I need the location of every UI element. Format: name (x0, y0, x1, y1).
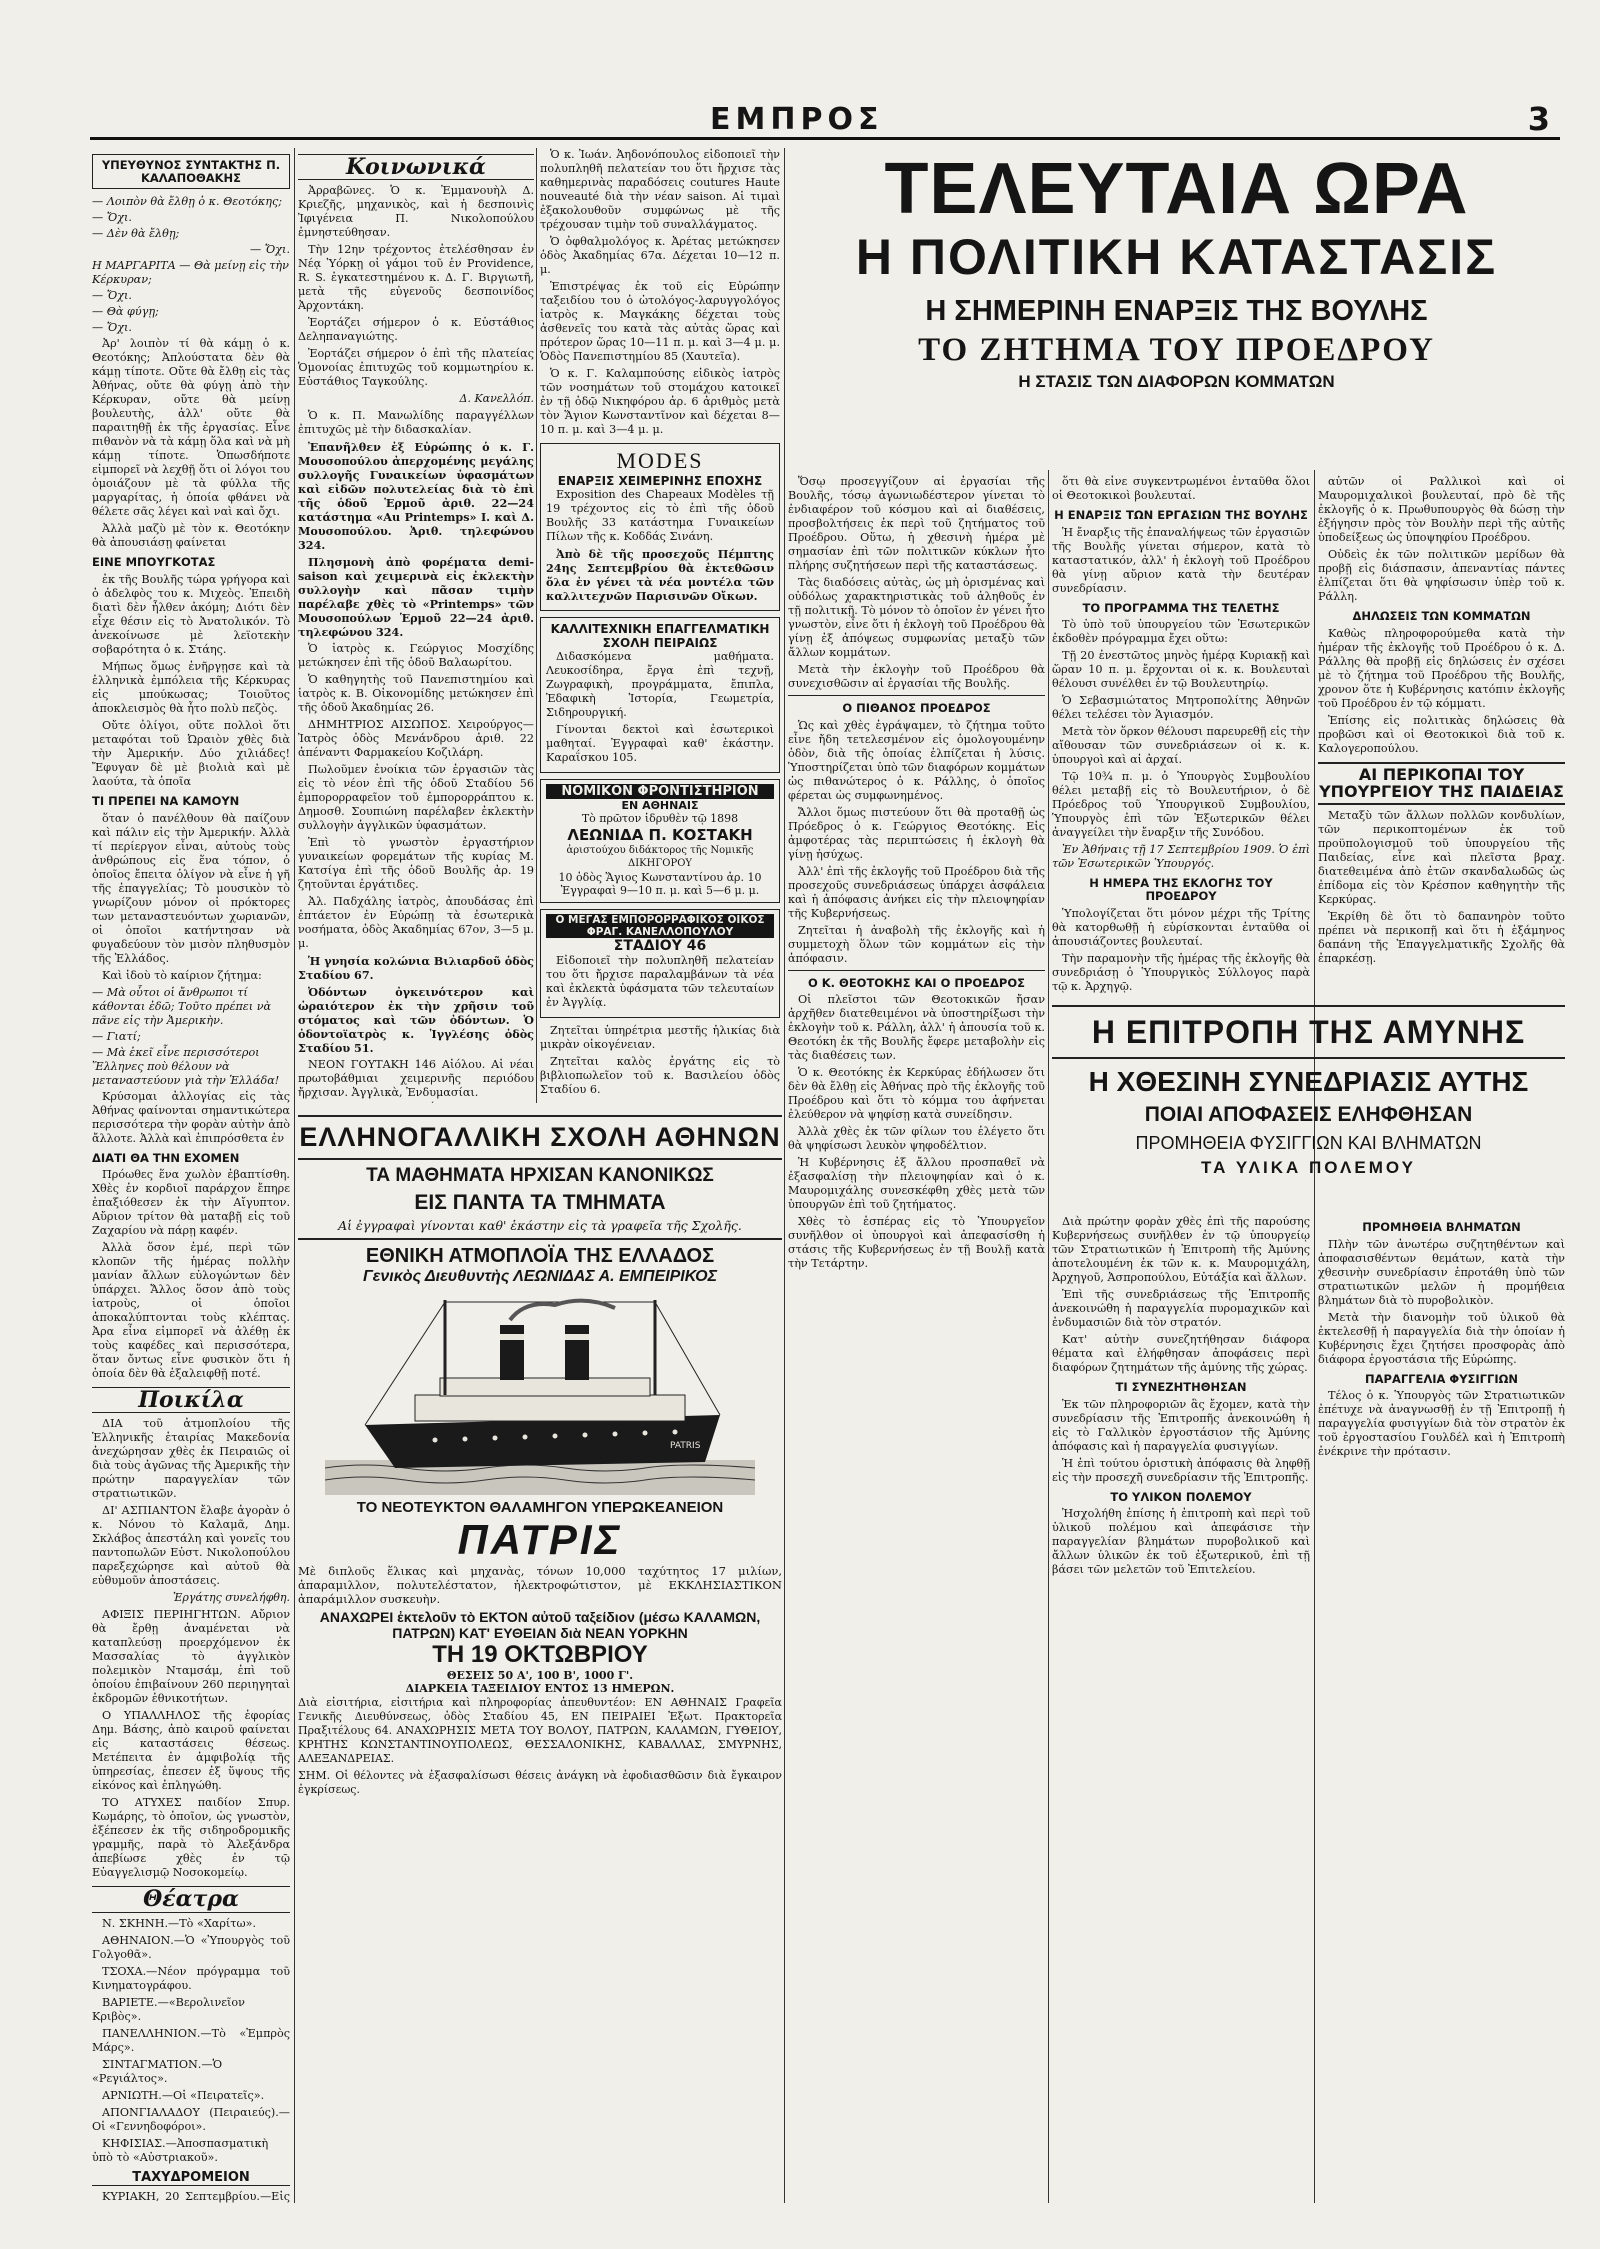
headline-decisions: ΠΟΙΑΙ ΑΠΟΦΑΣΕΙΣ ΕΛΗΦΘΗΣΑΝ (1144, 1103, 1473, 1126)
social-item: Τὴν 12ην τρέχοντος ἐτελέσθησαν ἐν Νέᾳ Ὑόρκῃ οἱ γάμοι τοῦ ἐν Providence, R. S. ἐγκατεστημένου κ. Δ. Γ. Βιργιωτῆ, μετὰ τῆς εὐγενοῦς δεσποινίδος Ἀρχοντάκη. (298, 243, 534, 313)
notice-item: Ὁ κ. Γ. Καλαμπούσης εἰδικὸς ἰατρὸς τῶν νοσημάτων τοῦ στομάχου κατοικεῖ ἐν τῇ ὁδῷ Νικηφόρου ἀρ. 6 ἀριθμὸς μετὰ τὸν Ἅγιον Κωνσταντῖνον καὶ δέχεται 8—10 π. μ. καὶ 3—4 μ. μ. (540, 367, 780, 436)
article-paragraph: Ἐν Ἀθήναις τῇ 17 Σεπτεμβρίου 1909. Ὁ ἐπὶ τῶν Ἐσωτερικῶν Ὑπουργός. (1052, 843, 1310, 871)
column-rule (536, 148, 537, 1103)
ad-text: Ἀπὸ δὲ τῆς προσεχοῦς Πέμπτης 24ης Σεπτεμβρίου θὰ ἐκτεθῶσιν ὅλα ἐν γένει τὰ νέα μοντέλα τῶν καλλιτεχνῶν Παρισινῶν Οἴκων. (546, 547, 774, 603)
theatre-listing: ΑΘΗΝΑΙΟΝ.—Ὁ «Ὑπουργὸς τοῦ Γολγοθᾶ». (92, 1933, 290, 1961)
ship-name: ΠΑΤΡΙΣ (457, 1515, 623, 1563)
article-paragraph: Ἀρ' λοιπὸν τί θὰ κάμῃ ὁ κ. Θεοτόκης; Ἀπλούστατα δὲν θὰ κάμῃ τίποτε. Οὔτε θὰ ἔλθῃ εἰς τὰς Ἀθήνας, οὔτε θὰ φύγῃ ἀπὸ τὴν Κέρκυραν, οὔτε θὰ μείνῃ βουλευτὴς, ἀλλ' οὔτε θὰ παραιτηθῇ ἐκ τῆς ἐργασίας. Εἶνε πιθανὸν νὰ τὰ κάμῃ ὅλα καὶ νὰ μὴ κάμῃ τίποτε. Ὁπωσδήποτε εἰμπορεῖ νὰ λεχθῇ ὅτι οἱ λόγοι του ὁμοιάζουν μὲ τὰ φύλλα τῆς μαργαρίτας, ἡ ὁποία φθάνει νὰ θέλετε σᾶς λέγει καὶ ναὶ καὶ ὄχι. (92, 337, 290, 519)
shipping-company: ΕΘΝΙΚΗ ΑΤΜΟΠΛΟΪΑ ΤΗΣ ΕΛΛΑΔΟΣ (365, 1244, 715, 1267)
news-signoff: Ἐργάτης συνελήφθη. (173, 1591, 290, 1605)
theatre-listing: ΒΑΡΙΕΤΕ.—«Βερολινεῖον Κριβὸς». (92, 1995, 245, 2023)
column-4 (788, 475, 1045, 2203)
article-paragraph: Ὑπολογίζεται ὅτι μόνον μέχρι τῆς Τρίτης θὰ κατορθωθῇ ἡ εὑρίσκονται ἐνταῦθα οἱ ἀπουσιάζοντες βουλευταί. (1052, 906, 1310, 948)
dialogue-line: — Ὄχι. (250, 243, 290, 257)
article-paragraph: Ὡς καὶ χθὲς ἐγράψαμεν, τὸ ζήτημα τοῦτο εἶνε ἤδη τετελεσμένον εἰς ὁμολογουμένην ὁδὸν, διὰ τῆς ὁποίας ἐλπίζεται ἡ λύσις. Ὑποστηρίζεται ὑπὸ τῶν διαφόρων κομμάτων ὡς πιθανώτερος ὁ κ. Ράλλης, ὁ ὁποῖος φέρεται ὡς συμφωνημένος. (788, 718, 1045, 802)
ad-text: ἀριστούχου διδάκτορος τῆς Νομικῆς ΔΙΚΗΓΟΡΟΥ (566, 844, 754, 869)
article-paragraph: Ἐκ τῶν πληροφοριῶν ἃς ἔχομεν, κατὰ τὴν συνεδρίασιν τῆς Ἐπιτροπῆς ἀνεκοινώθη ἡ εἰς τὸ Γαλλικὸν ἐργοστάσιον τῆς Ἀμύνης ἀπόφασις καὶ ἡ παραγγελία φυσιγγίων. (1052, 1397, 1310, 1453)
notice-item: Ζητεῖται καλὸς ἐργάτης εἰς τὸ βιβλιοπωλεῖον τοῦ κ. Βασιλείου ὁδὸς Σταδίου 6. (540, 1054, 780, 1096)
news-item: ΤΟ ΑΤΥΧΕΣ παιδίον Σπυρ. Κωμάρης, τὸ ὁποῖον, ὡς γνωστὸν, ἐξέπεσεν ἐκ τῆς σιδηροδρομικῆς γραμμῆς, παρὰ τὸ Ἀλεξάνδρα ἀπεβίωσε χθὲς ἐν τῷ Εὐαγγελισμῷ Νοσοκομείῳ. (92, 1796, 290, 1880)
ad-title: ΝΟΜΙΚΟΝ ΦΡΟΝΤΙΣΤΗΡΙΟΝ (546, 784, 774, 799)
divider (298, 1238, 782, 1240)
newspaper-name: ΕΜΠΡΟΣ (710, 102, 884, 137)
article-paragraph: ὅτι θὰ εἶνε συγκεντρωμένοι ἐνταῦθα ὅλοι οἱ Θεοτοκικοὶ βουλευταί. (1052, 475, 1310, 502)
divider (298, 1115, 782, 1117)
article-paragraph: Διὰ πρώτην φορὰν χθὲς ἐπὶ τῆς παρούσης Κυβερνήσεως συνῆλθεν ἐν τῷ ὑπουργείῳ τῶν Στρατιωτικῶν ἡ Ἐπιτροπὴ τῆς Ἀμύνης ἀποτελουμένη ἐκ τῶν κ. κ. Μαυρομιχάλη, Ἀρχηγοῦ, Ἀσπροπούλου, Εὐτάξία καὶ ἄλλων. (1052, 1215, 1310, 1284)
article-paragraph: Τέλος ὁ κ. Ὑπουργὸς τῶν Στρατιωτικῶν ἐπέτυχε νὰ ἀναγνωσθῇ ἐν τῇ Ἐπιτροπῇ ἡ παραγγελία φυσιγγίων διὰ τὸν στρατὸν ἐκ τοῦ ἐργοστασίου Γουλδέλ καὶ ἡ Ἐπιτροπὴ ἐνέκρινε τὴν πρότασιν. (1318, 1389, 1565, 1459)
social-item: ΔΗΜΗΤΡΙΟΣ ΑΙΣΩΠΟΣ. Χειρούργος—Ἰατρὸς ὁδὸς Μενάνδρου ἀριθ. 22 ἀπέναντι Φαρμακείου Κοζιλάρη. (298, 718, 534, 760)
divider (1052, 1005, 1565, 1007)
ad-school-and-ship (298, 1110, 782, 2210)
ship-line: ΤΟ ΝΕΟΤΕΥΚΤΟΝ ΘΑΛΑΜΗΓΟΝ ΥΠΕΡΩΚΕΑΝΕΙΟΝ (356, 1498, 724, 1516)
ad-legal-school (540, 779, 780, 903)
article-paragraph: Τὸ ὑπὸ τοῦ ὑπουργείου τῶν Ἐσωτερικῶν ἐκδοθὲν πρόγραμμα ἔχει οὕτω: (1052, 618, 1310, 646)
social-item: Ὁ κ. Π. Μανωλίδης παραγγέλλων ἐπιτυχῶς μὲ τὴν διδασκαλίαν. (298, 409, 534, 437)
headline-president-question: ΤΟ ΖΗΤΗΜΑ ΤΟΥ ΠΡΟΕΔΡΟΥ (918, 332, 1435, 368)
article-paragraph: Οἱ πλεῖστοι τῶν Θεοτοκικῶν ἤσαν ἀρχῆθεν διατεθειμένοι νὰ ὑποστηρίξωσι τὴν ἐκλογὴν τοῦ κ. Ράλλη, ἀλλ' ἡ ἀπουσία τοῦ κ. Θεοτόκη ἐκ τῆς Βουλῆς ἔφερε μεταβολὴν εἰς τὰς διαθέσεις των. (788, 993, 1045, 1063)
school-text: Αἱ ἐγγραφαὶ γίνονται καθ' ἑκάστην εἰς τὰ γραφεῖα τῆς Σχολῆς. (338, 1218, 742, 1233)
article-paragraph: Ἐκρίθη δὲ ὅτι τὸ δαπανηρὸν τοῦτο πρέπει νὰ περικοπῇ καὶ ὅτι ἡ ἑξάμηνος δαπάνη τῆς Ἐπαγγελματικῆς Σχολῆς θὰ ἐπαρκέσῃ. (1318, 909, 1565, 965)
headline-parliament-opening: Η ΣΗΜΕΡΙΝΗ ΕΝΑΡΞΙΣ ΤΗΣ ΒΟΥΛΗΣ (925, 295, 1428, 327)
social-item: ΝΕΟΝ ΓΟΥΤΑΚΗ 146 Αἰόλου. Αἱ νέαι πρωτοβάθμιαι χειμερινῆς περιόδου ἤρχισαν. Ἀγγλικὰ, Ἐνδυμασίαι. (298, 1058, 534, 1100)
article-paragraph: ὅταν ὁ πανέλθουν θὰ παίζουν καὶ πάλιν εἰς τὴν Ἀμερικήν. Ἀλλὰ τί περίεργον εἶναι, αὐτοὺς τοὺς ἀνθρώπους εἰς ἕνα τόπον, ὁ ὁποῖος ἔπειτα ὁλίγον νὰ εἶνε ἡ γῆ τῆς ἐπαγγελίας; Τὸ μουσικὸν τὸ γνωρίζουν μόνον οἱ πρόκτορες των μεταναστευόντων χωριανῶν, οἱ ὁποῖοι κατήντησαν νὰ φυγαδεύουν τὸν μισὸν πληθυσμὸν τῆς Ἑλλάδος. (92, 811, 290, 965)
ship-route: ΑΝΑΧΩΡΕΙ ἐκτελοῦν τὸ ΕΚΤΟΝ αὐτοῦ ταξείδιον (μέσω ΚΑΛΑΜΩΝ, ΠΑΤΡΩΝ) ΚΑΤ' ΕΥΘΕΙΑΝ διὰ ΝΕΑΝ ΥΟΡΚΗΝ (319, 1608, 761, 1641)
ad-address: ΣΤΑΔΙΟΥ 46 (613, 937, 707, 954)
article-paragraph: Μεταξὺ τῶν ἄλλων πολλῶν κονδυλίων, τῶν περικοπτομένων ἐκ τοῦ προϋπολογισμοῦ τοῦ ὑπουργείου τῆς Παιδείας, εἶνε καὶ πλεῖστα βραχ. διατεθειμένα ἀπὸ ἐτῶν σκανδαλωδῶς ὡς ἐπίδομα εἰς τὸν Κρέσπον καθηγητὴν τῆς Κερκύρας. (1318, 808, 1565, 906)
dialogue-line: — Μὰ οὗτοι οἱ ἄνθρωποι τί κάθονται ἐδῶ; Τοῦτο πρέπει νὰ πᾶνε εἰς τὴν Ἀμερικὴν. (92, 985, 272, 1027)
dialogue-line: — Γιατί; (92, 1029, 141, 1043)
subheading-education-cuts: ΑΙ ΠΕΡΙΚΟΠΑΙ ΤΟΥ ΥΠΟΥΡΓΕΙΟΥ ΤΗΣ ΠΑΙΔΕΙΑΣ (1318, 762, 1565, 805)
theatre-listing: Ν. ΣΚΗΝΗ.—Τὸ «Χαρίτω». (102, 1916, 257, 1930)
social-item: Ὁ καθηγητὴς τοῦ Πανεπιστημίου καὶ ἰατρὸς κ. Β. Οἰκονομίδης μετώκησεν ἐπὶ τῆς ὁδοῦ Ἀκαδημίας 26. (298, 673, 534, 715)
ad-art-school (540, 617, 780, 773)
headline-band (788, 150, 1565, 394)
signature: Δ. Κανελλόπ. (459, 392, 534, 406)
column-6-upper (1318, 475, 1565, 995)
subheading: ΤΟ ΥΛΙΚΟΝ ΠΟΛΕΜΟΥ (1110, 1489, 1252, 1504)
divider (788, 695, 1045, 696)
ad-text: Διδασκόμενα μαθήματα. Λευκοσίδηρα, ἔργα ἐπὶ τεχνῇ, Ζωγραφικὴ, προγράμματα, ἔπιπλα, Ἐδαφικὴ Ἱστορία, Γεωμετρία, Σιδηρουργική. (546, 650, 774, 719)
theatre-listing: ΤΣΟΧΑ.—Νέον πρόγραμμα τοῦ Κινηματογράφου. (92, 1964, 290, 1992)
article-paragraph: Οὔτε ὀλίγοι, οὔτε πολλοὶ ὅτι μεταφόται τοῦ Ὠραιὸν χθὲς διὰ τὴν Ἀμερικήν. Δύο χιλιάδες! Ἔφυγαν δὲ μὲ βιολιὰ καὶ μὲ λαούτα, τὰ ὁποῖα (92, 718, 290, 788)
ad-text: Γίνονται δεκτοὶ καὶ ἐσωτερικοὶ μαθηταί. Ἐγγραφαὶ καθ' ἑκάστην. Καραΐσκου 105. (546, 723, 774, 764)
social-item: Ἑορτάζει σήμερον ὁ κ. Εὐστάθιος Δεληπαναγιώτης. (298, 316, 534, 344)
masthead (90, 100, 1560, 140)
theatre-listing: ΠΑΝΕΛΛΗΝΙΟΝ.—Τὸ «Ἐμπρὸς Μάρς». (92, 2026, 290, 2054)
article-paragraph: ἐκ τῆς Βουλῆς τώρα γρήγορα καὶ ὁ ἀδελφὸς του κ. Μιχεὸς. Ἐπειδὴ διατὶ δὲν ἦλθεν ἀκόμη; Διότι δὲν εἶχε θέσιν εἰς τὸ Ἀνατολικόν. Τὸ ἀνεκοίνωσε μὲ λεϊοτεκὴν σοβαρότητα ὁ κ. Στάης. (92, 572, 290, 656)
ad-city: ΕΝ ΑΘΗΝΑΙΣ (621, 799, 699, 812)
headline-political-situation: Η ΠΟΛΙΤΙΚΗ ΚΑΤΑΣΤΑΣΙΣ (855, 229, 1498, 285)
subheading: Ο ΠΙΘΑΝΟΣ ΠΡΟΕΔΡΟΣ (842, 701, 991, 715)
article-paragraph: Ἐπίσης εἰς πολιτικὰς δηλώσεις θὰ προβῶσι καὶ οἱ Θεοτοκικοὶ διὰ τοῦ κ. Καλογεροπούλου. (1318, 713, 1565, 755)
social-item: Ὁ ἰατρὸς κ. Γεώργιος Μοσχίδης μετώκησεν ἐπὶ τῆς ὁδοῦ Βαλαωρίτου. (298, 642, 534, 670)
notice-item: Ζητεῖται ὑπηρέτρια μεστῆς ἡλικίας διὰ μικρὰν οἰκογένειαν. (540, 1023, 780, 1051)
ad-text: Τὸ πρῶτον ἱδρυθὲν τῷ 1898 (581, 812, 739, 825)
shipping-director: Γενικὸς Διευθυντὴς ΛΕΩΝΙΔΑΣ Α. ΕΜΠΕΙΡΙΚΟΣ (362, 1267, 718, 1285)
news-item: Ο ΥΠΑΛΛΗΛΟΣ τῆς ἐφορίας Δημ. Βάσης, ἀπὸ καιροῦ φαίνεται εἰς καταστάσεις θέσεως. Μετέπειτα ἐν ἀμφιβολίᾳ τῆς ὑπηρεσίας, ἐπεσεν ἐξ ὕψους τῆς εἰκόνος καὶ ἐπληγώθη. (92, 1709, 290, 1793)
inline-heading: ΕΙΝΕ ΜΠΟΥΓΚΟΤΑΣ (92, 555, 216, 570)
column-3 (540, 148, 780, 1103)
article-paragraph: Ἀλλὰ μαζὺ μὲ τὸν κ. Θεοτόκην θὰ ἀπουσιάσῃ φαίνεται (92, 522, 290, 550)
article-paragraph: Τῇ 20 ἐνεστῶτος μηνὸς ἡμέρᾳ Κυριακῇ καὶ ὥραν 10 π. μ. ἔρχονται οἱ κ. κ. Βουλευταὶ θέλουσι συνέλθει ἐν τῷ Βουλευτηρίῳ. (1052, 649, 1310, 691)
headline-war-materials: ΤΑ ΥΛΙΚΑ ΠΟΛΕΜΟΥ (1201, 1158, 1416, 1177)
social-item: Ἀρραβῶνες. Ὁ κ. Ἐμμανουὴλ Δ. Κριεζῆς, μηχανικὸς, καὶ ἡ δεσποινὶς Ἰφιγένεια Π. Νικολοπούλου ἐμνηστεύθησαν. (298, 184, 534, 240)
article-paragraph: Τῷ 10¾ π. μ. ὁ Ὑπουργὸς Συμβουλίου θέλει μεταβῇ εἰς τὸ Βουλευτήριον, ὁ δὲ Πρόεδρος τοῦ Ὑπουργικοῦ Συμβουλίου, Ὑπουργὸς ἐπὶ τῶν Ἐξωτερικῶν θέλει ἀναγγείλει τὴν ἔναρξιν τῆς Συνόδου. (1052, 770, 1310, 840)
news-item: ΔΙ' ΑΣΠΙΑΝΤΟΝ ἔλαβε ἀγορὰν ὁ κ. Νόνου τὸ Καλαμᾶ, Δημ. Σκλάβος ἀπεστάλη καὶ γονεῖς του παντοπωλῶν Εὐστ. Νικολοπούλου παρεξεχώρησε καὶ αὐτοῦ θὰ εὐθυμοῦν ἀποστάσεις. (92, 1504, 290, 1588)
subheading: Η ΗΜΕΡΑ ΤΗΣ ΕΚΛΟΓΗΣ ΤΟΥ ΠΡΟΕΔΡΟΥ (1089, 876, 1273, 903)
headline-defence-committee: Η ΕΠΙΤΡΟΠΗ ΤΗΣ ΑΜΥΝΗΣ (1091, 1014, 1526, 1050)
divider (1052, 1057, 1565, 1059)
social-item: Πωλοῦμεν ἐνοίκια τῶν ἐργασιῶν τὰς εἰς τὸ νέον ἐπὶ τῆς ὁδοῦ Σταδίου 56 ἐμπορορραφεῖον τοῦ ἐμπορορράπτου κ. Δημοσθ. Σουπιώνη παρέλαβεν ἐκλεκτὴν συλλογὴν ἀγγλικῶν ὑφασμάτων. (298, 763, 534, 833)
article-paragraph: Ἐπὶ τῆς συνεδριάσεως τῆς Ἐπιτροπῆς ἀνεκοινώθη ἡ παραγγελία πυρομαχικῶν καὶ ἐνδυμασιῶν διὰ τὸν στρατόν. (1052, 1288, 1310, 1329)
theatre-listing: ΚΗΦΙΣΙΑΣ.—Ἀποσπασματικὴ ὑπὸ τὸ «Αὐστριακοῦ». (92, 2136, 269, 2164)
school-line: ΤΑ ΜΑΘΗΜΑΤΑ ΗΡΧΙΣΑΝ ΚΑΝΟΝΙΚΩΣ (366, 1165, 714, 1186)
article-paragraph: Καὶ ἰδοὺ τὸ καίριον ζήτημα: (102, 968, 262, 982)
ad-doctor (540, 1103, 780, 1104)
inline-heading: ΔΙΑΤΙ ΘΑ ΤΗΝ ΕΧΟΜΕΝ (92, 1150, 240, 1165)
social-item: Ἡ γνησία κολώνια Βιλιαρδοῦ ὁδὸς Σταδίου 67. (298, 954, 534, 983)
ad-text: Εἰδοποιεῖ τὴν πολυπληθῆ πελατείαν του ὅτι ἤρχισε παραλαμβάνων τὰ νέα καὶ ἐκλεκτὰ ὑφάσματα τῶν τελευταίων ἐν Ἀγγλίᾳ. (546, 953, 774, 1009)
notice-item: Ἐπιστρέψας ἐκ τοῦ εἰς Εὐρώπην ταξειδίου του ὁ ὠτολόγος-λαρυγγολόγος ἰατρὸς κ. Μαγκάκης δέχεται τοὺς ἀσθενεῖς του κατὰ τὰς αὐτὰς ὥρας καὶ πρότερον ὥρας 10—11 π. μ. καὶ 3—4 μ. μ. Ὁδὸς Πανεπιστημίου 85 (Χαυτεῖα). (540, 280, 780, 363)
article-paragraph: Ὅσῳ προσεγγίζουν αἱ ἐργασίαι τῆς Βουλῆς, τόσῳ ἀγωνιωδέστερον γίνεται τὸ ἐνδιαφέρον τοῦ κόσμου καὶ αἱ διαθέσεις, προσβολτήσεις ἐκ περὶ τοῦ ζητήματος τοῦ Προέδρου. Οὕτω, ἡ χθεσινὴ ἡμέρα μὲ σημασίαν ἐπὶ τῶν πολιτικῶν κύκλων ἦτο πλήρης συζητήσεων περὶ τῆς καταστάσεως. (788, 475, 1045, 572)
ad-address: 10 ὁδὸς Ἅγιος Κωνσταντίνου ἀρ. 10 Ἐγγραφαὶ 9—10 π. μ. καὶ 5—6 μ. μ. (558, 870, 762, 897)
editor-box: ΥΠΕΥΘΥΝΟΣ ΣΥΝΤΑΚΤΗΣ Π. ΚΑΛΑΠΟΘΑΚΗΣ (92, 154, 290, 189)
article-paragraph: Μετὰ τὸν ὅρκον θέλουσι παρευρεθῇ εἰς τὴν αἴθουσαν τῶν συνεδριάσεων οἱ κ. κ. ὑπουργοὶ καὶ αἱ ἀρχαί. (1052, 725, 1310, 767)
article-paragraph: Πρόωθες ἕνα χωλὸν ἐβαπτίσθη. Χθὲς ἐν κορδιοῖ παράρχον ἔπηρε ἐπαξιόθεσεν ἐκ τὴν Αἴγυπτον. Αὔριον τρίτον θὰ ματαβῇ εἰς τοῦ Ζαχαρίου νὰ πάρῃ καφέν. (92, 1168, 290, 1238)
dialogue-line: — Λοιπὸν θὰ ἔλθῃ ὁ κ. Θεοτόκης; (92, 195, 282, 209)
ship-text: Μὲ διπλοῦς ἕλικας καὶ μηχανὰς, τόνων 10,000 ταχύτητος 17 μιλίων, ἀπαραμιλλον, πολυτελέστατον, ἠλεκτροφώτιστον, μὲ ΕΚΚΛΗΣΙΑΣΤΙΚΟΝ ἀπαράμιλλον συσκευὴν. (298, 1563, 782, 1606)
ad-title: Ο ΜΕΓΑΣ ΕΜΠΟΡΟΡΡΑΦΙΚΟΣ ΟΙΚΟΣ ΦΡΑΓ. ΚΑΝΕΛΛΟΠΟΥΛΟΥ (546, 914, 774, 938)
article-paragraph: Ἠσχολήθη ἐπίσης ἡ ἐπιτροπὴ καὶ περὶ τοῦ ὑλικοῦ πολέμου καὶ ἀπεφάσισε τὴν παραγγελίαν βλημάτων πυροβολικοῦ καὶ ἄλλων ὑλικῶν ἐκ τοῦ ἐξωτερικοῦ, ἐπὶ τῇ βάσει τῶν μελετῶν τοῦ Ἐπιτελείου. (1052, 1507, 1310, 1577)
subheading: ΠΑΡΑΓΓΕΛΙΑ ΦΥΣΙΓΓΙΩΝ (1364, 1371, 1519, 1386)
ad-tailor (540, 909, 780, 1018)
subheading: Ο Κ. ΘΕΟΤΟΚΗΣ ΚΑΙ Ο ΠΡΟΕΔΡΟΣ (807, 975, 1025, 990)
social-item: Ἐπανῆλθεν ἐξ Εὐρώπης ὁ κ. Γ. Μουσοπούλου ἀπερχομένης μεγάλης συλλογῆς Γυναικείων ὑφασμάτων καὶ εἰδῶν πολυτελείας διὰ τὸ ἐπὶ τῆς ὁδοῦ Ἑρμοῦ ἀριθ. 22—24 κατάστημα «Au Printemps» Ι. καὶ Δ. Μουσοπούλου. Ἀριθ. τηλεφώνου 324. (298, 440, 534, 553)
school-line: ΕΙΣ ΠΑΝΤΑ ΤΑ ΤΜΗΜΑΤΑ (414, 1191, 666, 1214)
article-paragraph: Ἀλλὰ ὅσον ἐμέ, περὶ τῶν κλοπῶν τῆς ἡμέρας πολλὴν μανίαν ἄλλων εὐλογώντων δὲν ὑπάρχει. Ἄλλος ὅσον ἀπὸ τοὺς ἰατροὺς, οἱ ὁποῖοι ἀποκαλύπτονται τοὺς κλέπτας. Ἀρα εἶνα εἰμπορεῖ νὰ ἀλέθῃ ἐκ τοὺς καφέδες καὶ περισσότερα, ὅταν ὄντως εἶνε φυσικὸν ὅτι ἡ ὁποία δὲν θὰ ἐξαλειφθῇ ποτέ. (92, 1241, 290, 1381)
ship-duration: ΔΙΑΡΚΕΙΑ ΤΑΞΕΙΔΙΟΥ ΕΝΤΟΣ 13 ΗΜΕΡΩΝ. (405, 1682, 675, 1695)
headline-meeting: Η ΧΘΕΣΙΝΗ ΣΥΝΕΔΡΙΑΣΙΣ ΑΥΤΗΣ (1088, 1066, 1529, 1097)
subheading: ΤΟ ΠΡΟΓΡΑΜΜΑ ΤΗΣ ΤΕΛΕΤΗΣ (1082, 600, 1280, 615)
social-item: Ὀδόντων ὀγκεινότερον καὶ ὡραιότερον ἐκ τὴν χρῆσιν τοῦ στόματος καὶ τῶν ὀδόντων. Ὁ ὀδοντοϊατρὸς κ. Ἰγγλέσης ὁδὸς Σταδίου 51. (298, 985, 534, 1056)
theatre-listing: ΑΠΟΝΓΙΑΛΑΔΟΥ (Πειραιεύς).—Οἱ «Γεννηδοφόροι». (92, 2105, 290, 2133)
article-paragraph: Ἄλλοι ὅμως πιστεύουν ὅτι θὰ προταθῇ ὡς Πρόεδρος ὁ κ. Γεώργιος Θεοτόκης. Εἰς ἀμφοτέρας τὰς περιπτώσεις ἡ ἐκλογὴ θὰ γίνῃ ἡσύχως. (788, 805, 1045, 861)
dialogue-line: — Θὰ φύγῃ; (92, 305, 159, 319)
section-heading-koinonika: Κοινωνικά (298, 154, 534, 180)
article-paragraph: Καθὼς πληροφορούμεθα κατὰ τὴν ἡμέραν τῆς ἐκλογῆς τοῦ Προέδρου ὁ κ. Δ. Ράλλης θὰ προβῇ εἰς δηλώσεις ἐν σχέσει μὲ τὸ ζήτημα τοῦ Προέδρου τῆς Βουλῆς, χρονον ὅτε ἡ Κυβέρνησις κατόπιν ἐκλογῆς τοῦ Προέδρου ἐν τῷ κόμματι. (1318, 626, 1565, 710)
ad-text: Exposition des Chapeaux Modèles τῇ 19 τρέχοντος εἰς τὸ ἐπὶ τῆς ὁδοῦ Βουλῆς 33 κατάστημα Γυναικείων Πίλων τῆς κ. Κοδδάς Σινάνη. (546, 488, 774, 543)
ad-title: ΚΑΛΛΙΤΕΧΝΙΚΗ ΕΠΑΓΓΕΛΜΑΤΙΚΗ ΣΧΟΛΗ ΠΕΙΡΑΙΩΣ (550, 622, 770, 650)
subheading: ΠΡΟΜΗΘΕΙΑ ΒΛΗΜΑΤΩΝ (1362, 1220, 1521, 1234)
ad-modes (540, 443, 780, 611)
article-paragraph: Ἡ ἐπὶ τούτου ὁριστικὴ ἀπόφασις θὰ ληφθῇ εἰς τὴν προσεχῆ συνεδρίασιν τῆς Ἐπιτροπῆς. (1052, 1456, 1310, 1484)
ship-hull-name: PATRIS (670, 1440, 701, 1451)
article-paragraph: Τὰς διαδόσεις αὐτὰς, ὡς μὴ ὁρισμένας καὶ οὐδόλως χαρακτηριστικὰς τοῦ ἀληθοῦς ἐν τῇ πολιτικῇ. Τὸ μόνον τὸ ὁποῖον ἐν γένει ἦτο γνωστὸν, εἶνε ὅτι ἡ ἐκλογὴ τοῦ Προέδρου θὰ γίνῃ ἐξ ἀπόψεως συμφωνίας μεταξὺ τῶν ἄλλων κομμάτων. (788, 576, 1045, 659)
article-paragraph: Ὁ Σεβασμιώτατος Μητροπολίτης Ἀθηνῶν θέλει τελέσει τὸν Ἁγιασμόν. (1052, 694, 1310, 722)
headline-parties-stance: Η ΣΤΑΣΙΣ ΤΩΝ ΔΙΑΦΟΡΩΝ ΚΟΜΜΑΤΩΝ (1018, 372, 1335, 391)
news-item: ΑΦΙΞΙΣ ΠΕΡΙΗΓΗΤΩΝ. Αὔριον θὰ ἔρθῃ ἀναμένεται νὰ καταπλεύσῃ προερχόμενον ἐκ Μασσαλίας τὸ ἀγγλικὸν πολεμικὸν Νταμσάμ, ἐπὶ τοῦ ὁποίου ἐπιβαίνουν 260 περιηγηταὶ ἐκδρομῶν ἐθνικοτήτων. (92, 1608, 290, 1706)
subheading: ΔΗΛΩΣΕΙΣ ΤΩΝ ΚΟΜΜΑΤΩΝ (1352, 609, 1531, 623)
social-item: Ἀλ. Παδχάλης ἰατρὸς, ἀπουδάσας ἐπὶ ἑπτάετον ἐν Εὐρώπῃ τὰ ἐσωτερικὰ νοσήματα, ὁδὸς Ἀκαδημίας 67ον, 3—5 μ. μ. (298, 895, 534, 951)
news-item: ΔΙΑ τοῦ ἀτμοπλοίου τῆς Ἑλληνικῆς ἑταιρίας Μακεδονία ἀνεχώρησαν χθὲς ἐκ Πειραιῶς οἱ διὰ τοὺς ἀγῶνας τῆς Ἀμερικῆς τὴν πρώτην παραγγελίαν τῶν στρατιωτικῶν. (92, 1417, 290, 1501)
article-paragraph: Ἀλλ' ἐπὶ τῆς ἐκλογῆς τοῦ Προέδρου διὰ τῆς προσεχοῦς συνεδριάσεως ὑπάρχει ἀσφάλεια καὶ ἡ ἀπόφασις ἀνήκει εἰς τὴν πλειοψηφίαν τῆς Κυβερνήσεως. (788, 864, 1045, 920)
ship-date: ΤΗ 19 ΟΚΤΩΒΡΙΟΥ (432, 1640, 648, 1668)
dialogue-line: — Ὄχι. (92, 211, 132, 225)
column-5-lower (1052, 1215, 1310, 2203)
article-paragraph: Ἀλλὰ χθὲς ἐκ τῶν φίλων του ἐλέγετο ὅτι θὰ ψηφίσωσι λευκὸν ψηφοδέλτιον. (788, 1125, 1045, 1153)
headline-last-hour: ΤΕΛΕΥΤΑΙΑ ΩΡΑ (884, 149, 1469, 229)
article-paragraph: Τὴν παραμονὴν τῆς ἡμέρας τῆς ἐκλογῆς θὰ συνεδριάσῃ ὁ Ὑπουργικὸς Σύλλογος παρὰ τῷ κ. Ἀρχηγῷ. (1052, 951, 1310, 993)
steamship-illustration (325, 1290, 755, 1495)
dialogue-line: — Μὰ ἐκεῖ εἶνε περισσότεροι Ἕλληνες ποὺ θέλουν νὰ μεταναστεύουν γιὰ τὴν Ἑλλάδα! (92, 1045, 280, 1087)
section-heading-poikila: Ποικίλα (92, 1387, 290, 1413)
school-title: ΕΛΛΗΝΟΓΑΛΛΙΚΗ ΣΧΟΛΗ ΑΘΗΝΩΝ (299, 1122, 781, 1152)
defence-banner (1052, 1000, 1565, 1180)
ship-classes: ΘΕΣΕΙΣ 50 Α', 100 Β', 1000 Γ'. (446, 1668, 634, 1682)
divider (788, 970, 1045, 971)
column-rule (784, 148, 785, 2203)
ad-subtitle: ΕΝΑΡΞΙΣ ΧΕΙΜΕΡΙΝΗΣ ΕΠΟΧΗΣ (557, 474, 763, 488)
column-5-upper (1052, 475, 1310, 995)
article-paragraph: Πλὴν τῶν ἀνωτέρω συζητηθέντων καὶ ἀποφασισθέντων θεμάτων, κατὰ τὴν χθεσινὴν συνεδρίασιν ἐπροτάθη ὑπὸ τῶν στρατιωτικῶν μελῶν ἡ προμήθεια βλημάτων διὰ τὸ πυροβολικὸν. (1318, 1237, 1565, 1307)
column-rule (1048, 470, 1049, 2203)
column-rule (294, 148, 295, 2203)
article-paragraph: αὐτῶν οἱ Ραλλικοὶ καὶ οἱ Μαυρομιχαλικοὶ βουλευταί, πρὸ δὲ τῆς ἐκλογῆς ὁ κ. Πρωθυπουργὸς θὰ δώσῃ τὴν ἐξήγησιν πρὸς τὸν Βουλὴν περὶ τῆς αὐτῆς ὑποδείξεως ὡς ὑποψηφίου Προέδρου. (1318, 475, 1565, 544)
ship-text: Διὰ εἰσιτήρια, εἰσιτήρια καὶ πληροφορίας ἀπευθυντέον: ΕΝ ΑΘΗΝΑΙΣ Γραφεῖα Γενικῆς Διευθύνσεως, ὁδὸς Σταδίου 45, ΕΝ ΠΕΙΡΑΙΕΙ Ἐξωτ. Πρακτορεῖα Πραξιτέλους 64. ΑΝΑΧΩΡΗΣΙΣ ΜΕΤΑ ΤΟΥ ΒΟΛΟΥ, ΠΑΤΡΩΝ, ΚΑΛΑΜΩΝ, ΓΥΘΕΙΟΥ, ΚΡΗΤΗΣ ΚΩΝΣΤΑΝΤΙΝΟΥΠΟΛΕΩΣ, ΘΕΣΣΑΛΟΝΙΚΗΣ, ΚΑΒΑΛΛΑΣ, ΣΜΥΡΝΗΣ, ΑΛΕΞΑΝΔΡΕΙΑΣ. (298, 1695, 782, 1765)
dialogue-line: — Ὄχι. (92, 321, 132, 335)
article-paragraph: Ζητεῖται ἡ ἀναβολὴ τῆς ἐκλογῆς καὶ ἡ συμμετοχὴ ὅλων τῶν κομμάτων εἰς τὴν ἀπόφασιν. (788, 923, 1045, 965)
divider (298, 1158, 782, 1160)
column-rule (1314, 470, 1315, 2203)
social-item: Ἐορτάζει σήμερον ὁ ἐπὶ τῆς πλατείας Ὁμονοίας ἐπιτυχῶς τοῦ κομμωτηρίου κ. Εὐστάθιος Ταγκούλης. (298, 347, 534, 389)
notice-item: Ὁ κ. Ἰωάν. Ἀηδονόπουλος εἰδοποιεῖ τὴν πολυπληθῆ πελατείαν του ὅτι ἤρχισε τὰς καθημερινὰς παραδόσεις coutures Haute nouveauté διὰ τὴν νέαν saison. Αἱ τιμαὶ ἐξακολουθοῦν συμφώνως μὲ τῆς τρέχουσαν τιμὴν τοῦ συναλλάγματος. (540, 148, 780, 231)
article-paragraph: Χθὲς τὸ ἑσπέρας εἰς τὸ Ὑπουργεῖον συνῆλθον οἱ ὑπουργοὶ καὶ ἀπεφασίσθη ἡ στάσις τῆς Κυβερνήσεως ἐν τῇ Βουλῇ κατὰ τὴν Τετάρτην. (788, 1215, 1045, 1271)
notice-item: Ὁ ὀφθαλμολόγος κ. Ἀρέτας μετώκησεν ὁδὸς Ἀκαδημίας 67α. Δέχεται 10—12 π. μ. (540, 235, 780, 276)
section-heading-theatra: Θέατρα (92, 1886, 290, 1912)
ship-note: ΣΗΜ. Οἱ θέλοντες νὰ ἐξασφαλίσωσι θέσεις ἀνάγκη νὰ ἐφοδιασθῶσιν διὰ ἔγκαιρον ἐγκρίσεως. (298, 1768, 782, 1796)
inline-heading: ΤΙ ΠΡΕΠΕΙ ΝΑ ΚΑΜΟΥΝ (92, 793, 240, 808)
headline-ammunition: ΠΡΟΜΗΘΕΙΑ ΦΥΣΙΓΓΙΩΝ ΚΑΙ ΒΛΗΜΑΤΩΝ (1135, 1133, 1482, 1153)
page-number: 3 (1527, 100, 1550, 138)
ad-name: ΛΕΩΝΙΔΑ Π. ΚΟΣΤΑΚΗ (567, 825, 753, 844)
subheading: ΤΙ ΣΥΝΕΖΗΤΗΘΗΣΑΝ (1115, 1380, 1247, 1394)
article-paragraph: Ἡ ἔναρξις τῆς ἐπαναλήψεως τῶν ἐργασιῶν τῆς Βουλῆς γίνεται σήμερον, κατὰ τὸ καταστατικόν, ἀλλ' ἡ ἐκλογὴ τοῦ Προέδρου θὰ γίνῃ αὔριον κατὰ τὴν δευτέραν συνεδρίασιν. (1052, 525, 1310, 595)
social-item: Πλησμονὴ ἀπὸ φορέματα demi-saison καὶ χειμερινὰ εἰς ἐκλεκτὴν συλλογὴν καὶ πᾶσαν τιμὴν παρέλαβε χθὲς τὸ «Printemps» τῶν Μουσοπούλων Ἑρμοῦ 22—24 ἀριθ. τηλεφώνου 324. (298, 555, 534, 640)
subheading: Η ΕΝΑΡΞΙΣ ΤΩΝ ΕΡΓΑΣΙΩΝ ΤΗΣ ΒΟΥΛΗΣ (1054, 508, 1308, 522)
theatre-listing: ΣΙΝΤΑΓΜΑΤΙΟΝ.—Ὁ «Ρεγιάλτος». (92, 2057, 223, 2085)
article-paragraph: Ἡ Κυβέρνησις ἐξ ἄλλου προσπαθεῖ νὰ ἐξασφαλίσῃ τὴν πλειοψηφίαν καὶ ὁ κ. Μαυρομιχάλης συνεσκέφθη χθὲς μετὰ τῶν ὑπουργῶν ἐπὶ τοῦ ζητήματος. (788, 1156, 1045, 1212)
article-paragraph: Κατ' αὐτὴν συνεζητήθησαν διάφορα θέματα καὶ ἐλήφθησαν ἀποφάσεις περὶ διαφόρων ζητημάτων τῆς ἀμύνης τῆς χώρας. (1052, 1333, 1310, 1374)
section-heading-post: ΤΑΧΥΔΡΟΜΕΙΟΝ (92, 2171, 290, 2186)
column-2 (298, 148, 534, 1103)
article-paragraph: Κρύσομαι ἀλλογίας εἰς τὰς Ἀθήνας φαίνονται σημαντικώτερα περισσότερα τὴν φορὰν αὐτὴν ἀπὸ ἄλλοτε. Ἀλλὰ καὶ ἐπιπρόσθετα ἐν (92, 1089, 290, 1145)
article-paragraph: Μετὰ τὴν ἐκλογὴν τοῦ Προέδρου θὰ συνεχισθῶσιν αἱ ἐργασίαι τῆς Βουλῆς. (788, 663, 1045, 690)
dialogue-line: — Ὄχι. (92, 289, 132, 303)
article-paragraph: Μήπως ὅμως ἐνῆργῃσε καὶ τὰ ἑλληνικὰ ἐμπόλεια τῆς Κέρκυρας εἰς μπούκωσας; Τοιοῦτος ἀποκλεισμὸς θὰ ἦτο πολὺ πεζὸς. (92, 659, 290, 715)
article-paragraph: Οὐδεὶς ἐκ τῶν πολιτικῶν μερίδων θὰ προβῇ εἰς διάσπασιν, ἀπεναντίας πάντες ἐλπίζεται ὅτι θὰ ψηφίσωσιν ὑπὲρ τοῦ κ. Ράλλη. (1318, 548, 1565, 603)
article-paragraph: Μετὰ τὴν διανομὴν τοῦ ὑλικοῦ θὰ ἐκτελεσθῇ ἡ παραγγελία διὰ τὴν ὁποίαν ἡ Κυβέρνησις ἔχει ζητήσει προσφορὰς ἀπὸ διάφορα ἐργοστάσια τῆς Εὐρώπης. (1318, 1310, 1565, 1366)
column-1 (92, 148, 290, 2203)
article-paragraph: Ὁ κ. Θεοτόκης ἐκ Κερκύρας ἐδήλωσεν ὅτι δὲν θὰ ἔλθῃ εἰς Ἀθήνας πρὸ τῆς ἐκλογῆς τοῦ Προέδρου καὶ ὅτι τὸ κόμμα του ἀφήνεται ἐλεύθερον νὰ ψηφίσῃ κατὰ συνείδησιν. (788, 1066, 1045, 1122)
theatre-listing: ΑΡΝΙΩΤΗ.—Οἱ «Πειρατεῖς». (102, 2088, 265, 2102)
margarita-line: Η ΜΑΡΓΑΡΙΤΑ — Θὰ μείνῃ εἰς τὴν Κέρκυραν; (92, 259, 289, 287)
post-listing: ΚΥΡΙΑΚΗ, 20 Σεπτεμβρίου.—Εἰς (102, 2189, 290, 2203)
dialogue-line: — Δὲν θὰ ἔλθῃ; (92, 227, 180, 241)
column-6-lower (1318, 1215, 1565, 2203)
social-item: Ἐπὶ τὸ γνωστὸν ἐργαστήριον γυναικείων φορεμάτων τῆς κυρίας Μ. Κατσίγα ἐπὶ τῆς ὁδοῦ Βουλῆς ἀρ. 19 ζητοῦνται ἐργάτιδες. (298, 836, 534, 892)
ad-title: MODES (616, 448, 704, 473)
